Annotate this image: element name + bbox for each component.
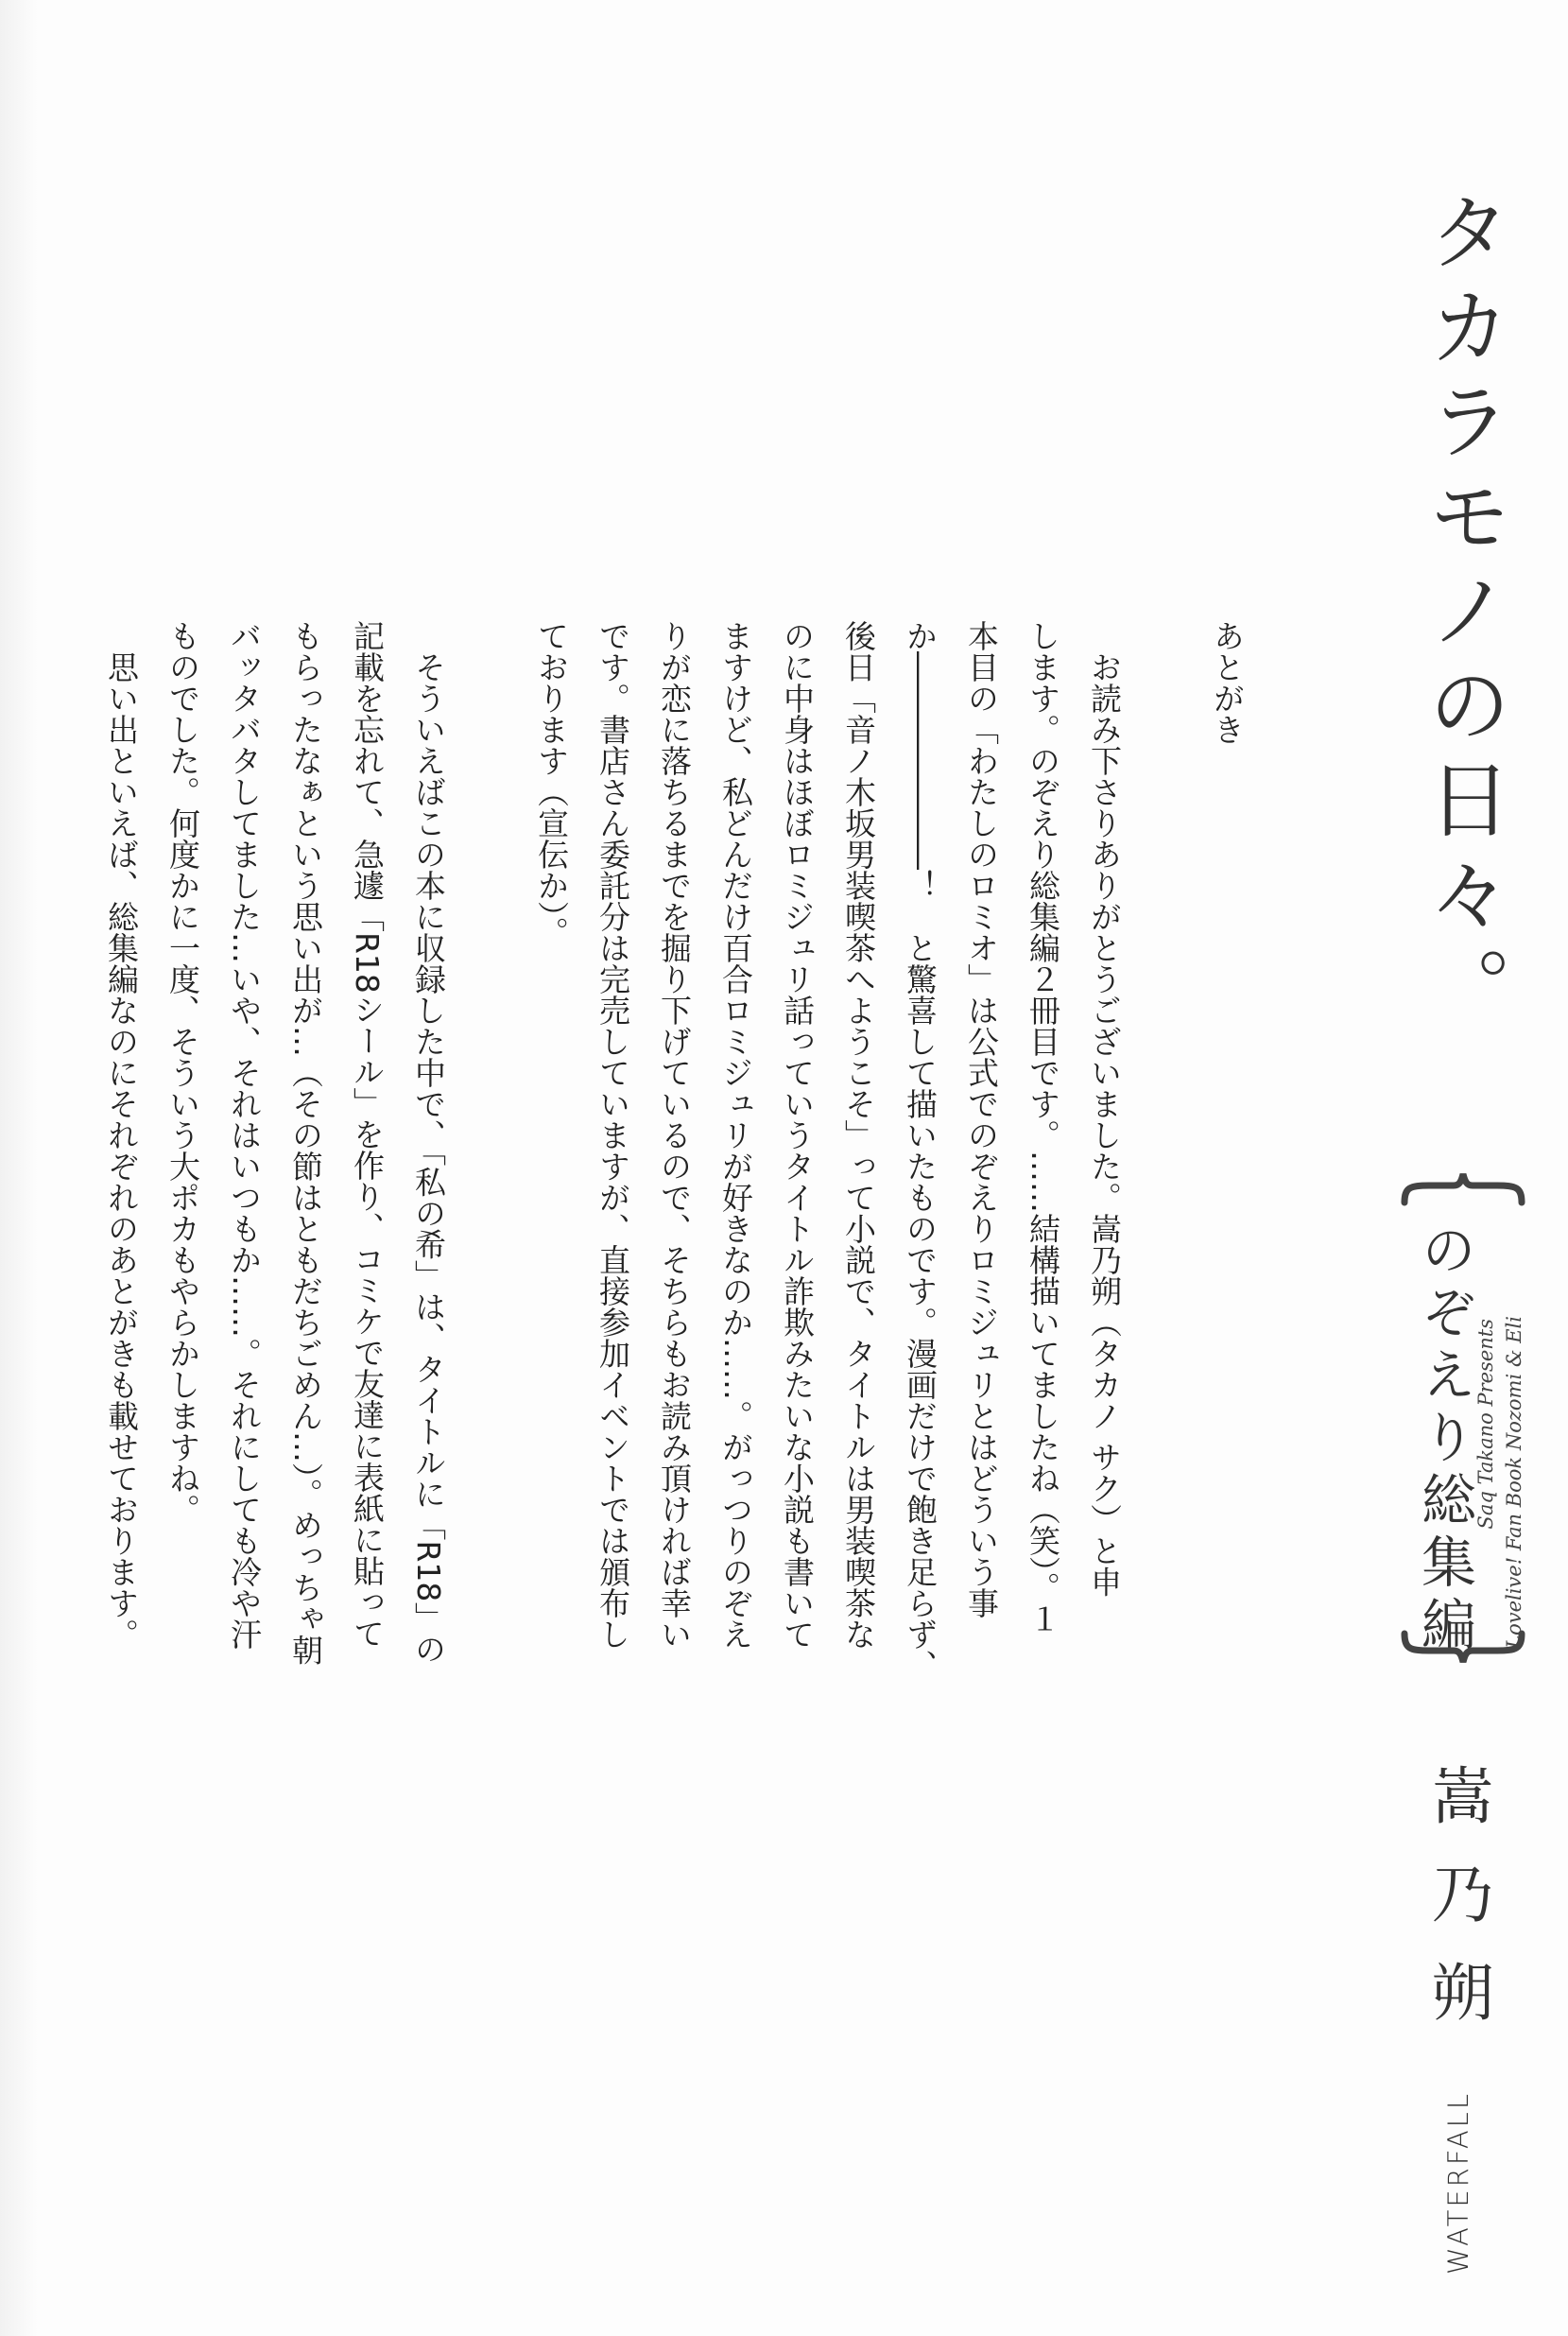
- text-line: 後日「音ノ木坂男装喫茶へようこそ」って小説で、タイトルは男装喫茶な: [840, 620, 877, 1650]
- book-subtitle: のぞえり総集編: [1412, 1221, 1476, 1658]
- text-line: そういえばこの本に収録した中で、「私の希」は、タイトルに「R18」の: [410, 620, 447, 1665]
- text-line: 記載を忘れて、急遽「R18シール」を作り、コミケで友達に表紙に貼って: [349, 620, 386, 1649]
- text-line: のに中身はほぼロミジュリ話っていうタイトル詐欺みたいな小説も書いて: [779, 620, 816, 1650]
- book-title: タカラモノの日々。: [1415, 189, 1512, 1040]
- publisher-logo: WATERFALL: [1442, 2091, 1474, 2275]
- text-line: もらったなぁという思い出が…（その節はともだちごめん…）。めっちゃ朝: [287, 620, 324, 1666]
- page-edge-shade: [0, 0, 38, 2336]
- brace-top-icon: [1401, 1170, 1525, 1208]
- blank-line: [1135, 620, 1197, 1707]
- text-line: りが恋に落ちるまでを掘り下げているので、そちらもお読み頂ければ幸い: [656, 620, 693, 1650]
- text-line: バッタバタしてました…いや、それはいつもか……。それにしても冷や汗: [226, 620, 263, 1650]
- afterword-text: [91, 620, 1258, 1707]
- text-line: ものでした。何度かに一度、そういう大ポカもやらかしますね。: [164, 620, 201, 1525]
- presents-credit: Saq Takano Presents: [1474, 1319, 1497, 1530]
- text-line: 思い出といえば、総集編なのにそれぞれのあとがきも載せております。: [103, 620, 140, 1650]
- series-credit: Lovelive! Fan Book Nozomi & Eli: [1503, 1316, 1525, 1649]
- text-line: です。書店さん委託分は完売していますが、直接参加イベントでは頒布し: [594, 620, 631, 1650]
- text-line: ますけど、私どんだけ百合ロミジュリが好きなのか……。がっつりのぞえ: [717, 620, 754, 1650]
- author-name: 嵩乃朔: [1421, 1763, 1493, 2058]
- text-line: お読み下さりありがとうございました。嵩乃朔（タカノ サク）と申: [1086, 620, 1123, 1598]
- text-line: ております（宣伝か）。: [533, 620, 570, 948]
- text-line: します。のぞえり総集編２冊目です。……結構描いてましたね（笑）。１: [1025, 620, 1061, 1635]
- afterword-heading: あとがき: [1209, 620, 1246, 745]
- blank-line: [459, 620, 521, 1707]
- text-line: か―――――――！ と驚喜して描いたものです。漫画だけで飽き足らず、: [902, 620, 939, 1681]
- text-line: 本目の「わたしのロミオ」は公式でのぞえりロミジュリとはどういう事: [963, 620, 1000, 1618]
